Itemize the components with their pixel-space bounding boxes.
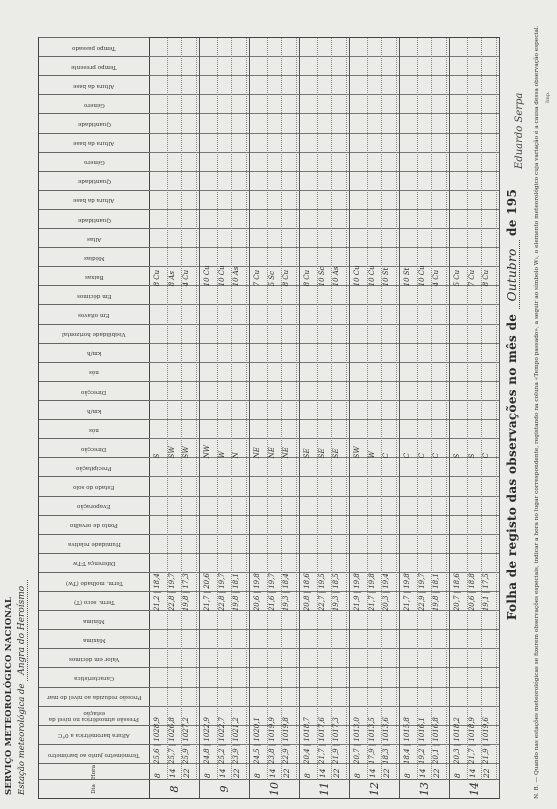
observation-temp: 20,6 | 18,8 bbox=[467, 573, 476, 612]
column-header bbox=[39, 534, 149, 554]
column-header bbox=[39, 56, 149, 76]
column-header-label: Pressão atmosférica no nível da estação bbox=[48, 710, 140, 723]
observation-temp: 19,8 | 17,3 bbox=[182, 573, 191, 612]
observation-wind: W bbox=[217, 451, 226, 459]
observation-wind: SW bbox=[353, 446, 361, 459]
observation-cloud: 8 Cu bbox=[482, 269, 491, 287]
observation-cloud: 10 St bbox=[403, 267, 411, 287]
observation-pressure: 23,9 | 1021,2 bbox=[232, 717, 241, 764]
column-header-label: Altura da base bbox=[73, 140, 115, 147]
column-header bbox=[39, 228, 149, 248]
column-header bbox=[39, 629, 149, 649]
observation-hour: 14 bbox=[367, 768, 377, 778]
observation-temp: 19,8 | 18,1 bbox=[232, 573, 241, 612]
observation-hour: 22 bbox=[182, 768, 192, 778]
observation-temp: 20,8 | 18,6 bbox=[303, 573, 311, 612]
observation-wind: SE bbox=[303, 448, 311, 459]
column-header-label: Mínima bbox=[83, 617, 105, 624]
observation-pressure: 24,5 | 1020,1 bbox=[253, 717, 261, 764]
observation-cloud: 7 Cu bbox=[467, 269, 476, 287]
observation-wind: NE bbox=[282, 447, 291, 459]
observation-hour: 14 bbox=[417, 768, 427, 778]
column-header-label: Quantidade bbox=[77, 121, 111, 128]
column-header bbox=[39, 706, 149, 726]
observation-wind: S bbox=[153, 453, 161, 459]
column-header-label: Em décimos bbox=[76, 293, 112, 300]
observation-wind: C bbox=[417, 452, 426, 459]
column-header bbox=[39, 37, 149, 57]
column-header-label: km/h bbox=[86, 350, 102, 357]
observation-wind: SW bbox=[182, 446, 191, 459]
row-rule bbox=[396, 38, 397, 780]
row-rule bbox=[317, 38, 318, 780]
column-header bbox=[39, 591, 149, 611]
title-month: Outubro bbox=[505, 240, 520, 309]
column-header-label: Direcção bbox=[81, 445, 107, 452]
day-block bbox=[149, 38, 200, 798]
row-rule bbox=[331, 38, 332, 780]
observation-cloud: 10 St bbox=[382, 267, 391, 287]
observation-hour: 14 bbox=[317, 768, 327, 778]
column-header-label: Altura barométrica a 0°C bbox=[58, 732, 130, 739]
observation-pressure: 25,2 | 1022,7 bbox=[217, 717, 226, 764]
row-rule bbox=[346, 38, 347, 780]
row-rule bbox=[446, 38, 447, 780]
observation-cloud: 10 Cu bbox=[353, 265, 361, 287]
column-header bbox=[39, 687, 149, 707]
observation-cloud: 8 As bbox=[167, 271, 176, 287]
day-number: 9 bbox=[199, 779, 249, 798]
observation-pressure: 21,9 | 1019,6 bbox=[482, 717, 491, 764]
observation-hour: 22 bbox=[282, 768, 292, 778]
day-number: 11 bbox=[299, 779, 349, 798]
observation-cloud: 5 Sc bbox=[267, 270, 276, 287]
column-header-label: Hora bbox=[90, 764, 97, 780]
column-header-label: Evaporação bbox=[77, 503, 111, 510]
observation-hour: 14 bbox=[267, 768, 277, 778]
observation-pressure: 18,4 | 1015,8 bbox=[403, 717, 411, 764]
row-rule bbox=[381, 38, 382, 780]
observation-temp: 22,9 | 19,7 bbox=[417, 573, 426, 612]
day-block bbox=[449, 38, 500, 798]
observation-wind: S bbox=[453, 453, 461, 459]
column-header-label: Quantidade bbox=[77, 178, 111, 185]
column-header bbox=[39, 285, 149, 305]
observation-cloud: 10 Cu bbox=[203, 265, 211, 287]
observation-pressure: 21,9 | 1017,3 bbox=[332, 717, 341, 764]
column-header bbox=[39, 305, 149, 325]
observation-temp: 19,3 | 18,4 bbox=[282, 573, 291, 612]
observation-temp: 22,8 | 19,7 bbox=[217, 573, 226, 612]
observation-cloud: 10 Cu bbox=[217, 265, 226, 287]
observation-temp: 19,3 | 18,5 bbox=[332, 573, 341, 612]
title-prefix: Folha de registo das observações no mês de bbox=[505, 313, 519, 621]
observation-hour: 22 bbox=[482, 768, 492, 778]
observation-wind: SE bbox=[317, 448, 326, 459]
observation-hour: 8 bbox=[203, 773, 212, 778]
observation-wind: W bbox=[367, 451, 376, 459]
column-header-label: Precipitação bbox=[76, 464, 112, 471]
observation-cloud: 8 Cu bbox=[303, 269, 311, 287]
observation-hour: 22 bbox=[232, 768, 242, 778]
row-rule bbox=[496, 38, 497, 780]
observation-cloud: 4 Cu bbox=[432, 269, 441, 287]
column-header-label: Term. seco (T) bbox=[73, 598, 115, 605]
observation-pressure: 23,8 | 1019,9 bbox=[267, 717, 276, 764]
observation-cloud: 4 Cu bbox=[182, 269, 191, 287]
column-header-label: Visibilidade horizontal bbox=[62, 331, 126, 338]
column-header-label: Altas bbox=[86, 235, 102, 242]
column-header-label: Valor em décimos bbox=[68, 656, 120, 663]
column-header bbox=[39, 266, 149, 286]
row-rule bbox=[267, 38, 268, 780]
observation-temp: 21,7 | 20,6 bbox=[203, 573, 211, 612]
row-rule bbox=[281, 38, 282, 780]
observation-cloud: 10 As bbox=[332, 266, 341, 287]
column-header bbox=[39, 763, 149, 780]
column-header bbox=[39, 343, 149, 363]
observation-temp: 21,7 | 19,8 bbox=[367, 573, 376, 612]
observation-temp: 21,2 | 18,4 bbox=[153, 573, 161, 612]
observation-pressure: 24,8 | 1022,9 bbox=[203, 717, 211, 764]
observation-table bbox=[38, 37, 500, 799]
observation-cloud: 10 Sc bbox=[317, 266, 326, 287]
column-header bbox=[39, 324, 149, 344]
observation-pressure: 22,9 | 1019,8 bbox=[282, 717, 291, 764]
day-number: 8 bbox=[149, 779, 199, 798]
observation-hour: 8 bbox=[453, 773, 462, 778]
column-header bbox=[39, 152, 149, 172]
observation-temp: 19,1 | 17,5 bbox=[482, 573, 491, 612]
observation-cloud: 7 Cu bbox=[253, 269, 261, 287]
column-header-label: Médias bbox=[83, 254, 105, 261]
day-number: 14 bbox=[449, 779, 499, 798]
column-header-label: Em oitavos bbox=[78, 312, 110, 319]
row-rule bbox=[167, 38, 168, 780]
row-rule bbox=[231, 38, 232, 780]
observation-pressure: 17,9 | 1013,5 bbox=[367, 717, 376, 764]
column-header bbox=[39, 247, 149, 267]
column-header bbox=[39, 75, 149, 95]
column-header bbox=[39, 668, 149, 688]
column-header-label: Termómetro junto ao barómetro bbox=[48, 751, 140, 758]
row-rule bbox=[217, 38, 218, 780]
observation-pressure: 20,7 | 1013,0 bbox=[353, 717, 361, 764]
column-header-label: Humidade relativa bbox=[67, 541, 121, 548]
row-rule bbox=[467, 38, 468, 780]
observation-hour: 8 bbox=[403, 773, 412, 778]
day-block bbox=[399, 38, 450, 798]
station-line bbox=[17, 580, 27, 795]
column-header bbox=[39, 476, 149, 496]
column-header-label: Tempo presente bbox=[71, 63, 117, 70]
column-header-label: km/h bbox=[86, 407, 102, 414]
column-header bbox=[39, 190, 149, 210]
column-header-label: Tempo passado bbox=[72, 44, 116, 51]
observation-hour: 8 bbox=[303, 773, 312, 778]
row-rule bbox=[367, 38, 368, 780]
title-suffix: de 195 bbox=[505, 188, 519, 236]
observation-temp: 22,7 | 19,5 bbox=[317, 573, 326, 612]
observation-cloud: 8 Cu bbox=[282, 269, 291, 287]
observation-temp: 20,6 | 19,8 bbox=[253, 573, 261, 612]
column-header-label: Máxima bbox=[82, 636, 106, 643]
observation-wind: N bbox=[232, 452, 241, 459]
observation-cloud: 10 As bbox=[232, 266, 241, 287]
column-header-label: Género bbox=[83, 159, 105, 166]
column-header bbox=[39, 515, 149, 535]
observation-hour: 22 bbox=[432, 768, 442, 778]
row-rule bbox=[431, 38, 432, 780]
observation-pressure: 19,2 | 1016,1 bbox=[417, 717, 426, 764]
column-header bbox=[39, 438, 149, 458]
column-header bbox=[39, 610, 149, 630]
observation-temp: 21,7 | 19,8 bbox=[403, 573, 411, 612]
column-header-label: Altura da base bbox=[73, 82, 115, 89]
column-header-label: Género bbox=[83, 101, 105, 108]
column-header-label: Altura da base bbox=[73, 197, 115, 204]
observation-pressure: 20,3 | 1018,2 bbox=[453, 717, 461, 764]
observation-wind: S bbox=[467, 453, 476, 459]
observation-hour: 8 bbox=[153, 773, 162, 778]
observation-cloud: 10 Cu bbox=[367, 265, 376, 287]
observation-wind: C bbox=[382, 452, 391, 459]
column-header-label: Característica bbox=[73, 675, 115, 682]
observation-wind: NW bbox=[203, 445, 211, 459]
day-number: 13 bbox=[399, 779, 449, 798]
observation-pressure: 25,7 | 1026,8 bbox=[167, 717, 176, 764]
observation-cloud: 8 Cu bbox=[153, 269, 161, 287]
observation-hour: 14 bbox=[167, 768, 177, 778]
observation-temp: 21,9 | 19,8 bbox=[353, 573, 361, 612]
column-header bbox=[39, 400, 149, 420]
form-header bbox=[0, 0, 40, 809]
observation-cloud: 5 Cu bbox=[453, 269, 461, 287]
column-header bbox=[39, 725, 149, 745]
column-header bbox=[39, 744, 149, 764]
observation-wind: SE bbox=[332, 448, 341, 459]
column-headers bbox=[39, 38, 150, 798]
observation-pressure: 20,1 | 1016,8 bbox=[432, 717, 441, 764]
row-rule bbox=[196, 38, 197, 780]
observation-wind: C bbox=[482, 452, 491, 459]
column-header-label: Estado do solo bbox=[73, 484, 115, 491]
column-header bbox=[39, 133, 149, 153]
column-header bbox=[39, 572, 149, 592]
column-header-label: Pressão reduzida ao nível do mar bbox=[46, 694, 142, 701]
column-header-label: Dia bbox=[90, 784, 97, 794]
observation-wind: NE bbox=[253, 447, 261, 459]
printer-stamp: Imp. bbox=[545, 91, 551, 103]
day-block bbox=[349, 38, 400, 798]
column-header bbox=[39, 553, 149, 573]
day-block bbox=[249, 38, 300, 798]
column-header bbox=[39, 113, 149, 133]
footer-note: N. B. — Quando nas estações meteorológicas se fizerem observações especiais, indicar a hora no lugar correspondente, registando na coluna «Tempo passado», a seguir ao símbolo W₁, o elemento meteorológico cuja variação é a causa dessa observação especial. bbox=[534, 25, 540, 799]
day-block bbox=[299, 38, 350, 798]
service-title: SERVIÇO METEOROLÓGICO NACIONAL bbox=[4, 596, 14, 795]
observation-wind: C bbox=[403, 452, 411, 459]
observation-wind: C bbox=[432, 452, 441, 459]
observation-cloud: 10 Cu bbox=[417, 265, 426, 287]
row-rule bbox=[296, 38, 297, 780]
observation-hour: 22 bbox=[382, 768, 392, 778]
column-header bbox=[39, 779, 149, 798]
column-header-label: Direcção bbox=[81, 388, 107, 395]
observation-pressure: 21,7 | 1018,9 bbox=[467, 717, 476, 764]
day-number: 10 bbox=[249, 779, 299, 798]
column-header bbox=[39, 496, 149, 516]
column-header-label: Baixas bbox=[84, 273, 104, 280]
observation-temp: 20,7 | 18,6 bbox=[453, 573, 461, 612]
column-header bbox=[39, 457, 149, 477]
column-header bbox=[39, 94, 149, 114]
observation-wind: NE bbox=[267, 447, 276, 459]
observation-hour: 8 bbox=[253, 773, 262, 778]
column-header bbox=[39, 648, 149, 668]
row-rule bbox=[181, 38, 182, 780]
observation-wind: SW bbox=[167, 446, 176, 459]
observation-hour: 22 bbox=[332, 768, 342, 778]
column-header bbox=[39, 419, 149, 439]
row-rule bbox=[417, 38, 418, 780]
observation-temp: 20,3 | 19,4 bbox=[382, 573, 391, 612]
observation-temp: 21,6 | 19,7 bbox=[267, 573, 276, 612]
column-header bbox=[39, 209, 149, 229]
column-header bbox=[39, 381, 149, 401]
observation-temp: 22,8 | 19,7 bbox=[167, 573, 176, 612]
column-header bbox=[39, 171, 149, 191]
station-value: Angra do Heroísmo bbox=[17, 580, 28, 681]
observation-pressure: 25,9 | 1027,2 bbox=[182, 717, 191, 764]
column-header-label: Quantidade bbox=[77, 216, 111, 223]
observation-pressure: 21,7 | 1017,6 bbox=[317, 717, 326, 764]
observation-pressure: 25,6 | 1028,9 bbox=[153, 717, 161, 764]
column-header bbox=[39, 362, 149, 382]
observation-hour: 14 bbox=[217, 768, 227, 778]
column-header-label: nós bbox=[89, 426, 99, 433]
column-header-label: Diferença T-Tw bbox=[72, 560, 116, 567]
row-rule bbox=[246, 38, 247, 780]
day-number: 12 bbox=[349, 779, 399, 798]
row-rule bbox=[481, 38, 482, 780]
observation-pressure: 20,4 | 1018,7 bbox=[303, 717, 311, 764]
observation-hour: 8 bbox=[353, 773, 362, 778]
column-header-label: Term. molhado (Tw) bbox=[65, 579, 123, 586]
observation-temp: 19,8 | 18,1 bbox=[432, 573, 441, 612]
column-header-label: Ponto de orvalho bbox=[70, 522, 118, 529]
day-block bbox=[199, 38, 250, 798]
column-header-label: nós bbox=[89, 369, 99, 376]
signature: Eduardo Serpa bbox=[514, 92, 525, 169]
station-label: Estação meteorológica de bbox=[17, 683, 27, 795]
observation-hour: 14 bbox=[467, 768, 477, 778]
observation-pressure: 18,3 | 1013,6 bbox=[382, 717, 391, 764]
